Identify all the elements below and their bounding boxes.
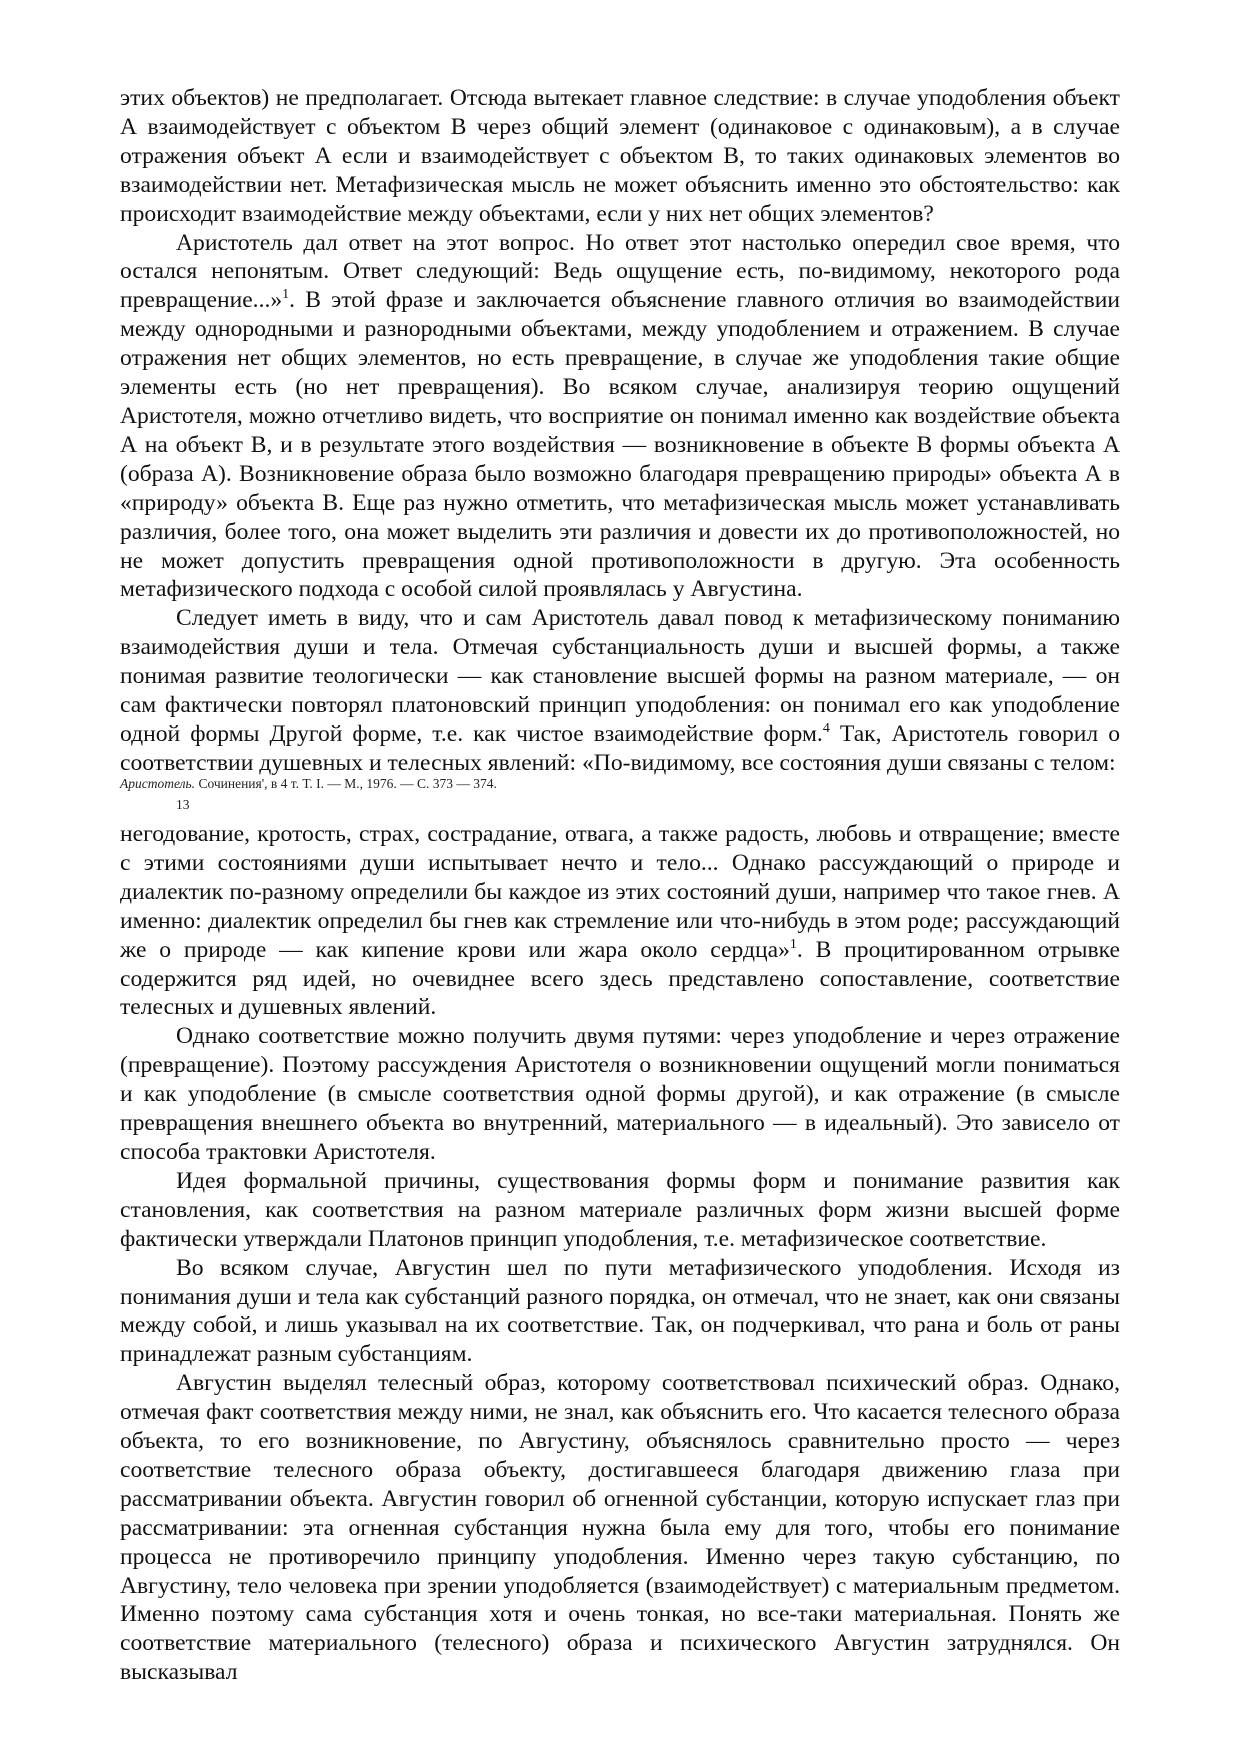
paragraph-text: негодование, кротость, страх, сострадание, отвага, а также радость, любовь и отвращение; вместе с этими состояниями души испытывает нечто и тело... Однако рассуждающий о природе и диалектик по-разному определили бы каждое из этих состояний души, например что такое гнев. А именно: диалектик определил бы гнев как стремление или что-нибудь в этом роде; рассуждающий же о природе — как кипение крови или жара около сердца»	[120, 821, 1120, 963]
paragraph-text: этих объектов) не предполагает. Отсюда вытекает главное следствие: в случае уподобления объект А взаимодействует с объектом В через общий элемент (одинаковое с одинаковым), а в случае отражения объект А если и взаимодействует с объектом В, то таких одинаковых элементов во взаимодействии нет. Метафизическая мысль не может объяснить именно это обстоятельство: как происходит взаимодействие между объектами, если у них нет общих элементов?	[120, 85, 1120, 227]
footnote-ref: 4	[822, 720, 830, 736]
paragraph-text: . В процитированном отрывке содержится ряд идей, но очевиднее всего здесь представлено сопоставление, соответствие телесных и душевных явлений.	[120, 936, 1121, 1021]
paragraph-text: Во всяком случае, Августин шел по пути метафизического уподобления. Исходя из понимания души и тела как субстанций разного порядка, он отмечал, что не знает, как они связаны между собой, и лишь указывал на их соответствие. Так, он подчеркивал, что рана и боль от раны принадлежат разным субстанциям.	[120, 1254, 1120, 1368]
paragraph	[120, 1167, 1120, 1254]
paragraph-text: Аристотель дал ответ на этот вопрос. Но ответ этот настолько опередил свое время, что остался непонятым. Ответ следующий: Ведь ощущение есть, по-видимому, некоторого рода превращение...»	[120, 229, 1120, 314]
paragraph	[120, 1369, 1120, 1687]
footnote-text: Сочинения', в 4 т. Т. I. — М., 1976. — С. 373 — 374.	[195, 776, 497, 791]
paragraph-text: Следует иметь в виду, что и сам Аристотель давал повод к метафизическому пониманию взаимодействия души и тела. Отмечая субстанциальность души и высшей формы, а также понимая развитие теологически — как становление высшей формы на разном материале, — он сам фактически повторял платоновский принцип уподобления: он понимал его как уподобление одной формы Другой форме, т.е. как чистое взаимодействие форм.	[120, 605, 1120, 747]
paragraph-text: Идея формальной причины, существования формы форм и понимание развития как становления, как соответствия на разном материале различных форм жизни высшей форме фактически утверждали Платонов принцип уподобления, т.е. метафизическое соответствие.	[120, 1167, 1120, 1252]
footnote-author: Аристотель.	[120, 776, 196, 791]
footnote-ref: 1	[789, 936, 797, 952]
text-block-lower	[120, 820, 1120, 1687]
paragraph-text: Так, Аристотель говорил о соответствии душевных и телесных явлений: «По-видимому, все состояния души связаны с телом:	[120, 720, 1120, 776]
paragraph	[120, 604, 1120, 777]
text-block-upper	[120, 84, 1120, 778]
paragraph	[120, 84, 1120, 229]
page-number: 13	[176, 797, 190, 812]
paragraph-text: Однако соответствие можно получить двумя путями: через уподобление и через отражение (превращение). Поэтому рассуждения Аристотеля о возникновении ощущений могли пониматься и как уподобление (в смысле соответствия одной формы другой), и как отражение (в смысле превращения внешнего объекта во внутренний, материального — в идеальный). Это зависело от способа трактовки Аристотеля.	[120, 1023, 1120, 1165]
paragraph	[120, 1254, 1120, 1370]
paragraph	[120, 820, 1120, 1022]
footnote-ref: 1	[282, 287, 290, 303]
paragraph-text: Августин выделял телесный образ, которому соответствовал психический образ. Однако, отмечая факт соответствия между ними, не знал, как объяснить его. Что касается телесного образа объекта, то его возникновение, по Августину, объяснялось сравнительно просто — через соответствие телесного образа объекту, достигавшееся благодаря движению глаза при рассматривании объекта. Августин говорил об огненной субстанции, которую испускает глаз при рассматривании: эта огненная субстанция нужна была ему для того, чтобы его понимание процесса не противоречило принципу уподобления. Именно через такую субстанцию, по Августину, тело человека при зрении уподобляется (взаимодействует) с материальным предметом. Именно поэтому сама субстанция хотя и очень тонкая, но все-таки материальная. Понять же соответствие материального (телесного) образа и психического Августин затруднялся. Он высказывал	[120, 1370, 1120, 1686]
paragraph	[120, 229, 1120, 605]
footnote	[120, 776, 1120, 792]
paragraph	[120, 1022, 1120, 1167]
paragraph-text: . В этой фразе и заключается объяснение главного отличия во взаимодействии между однородными и разнородными объектами, между уподоблением и отражением. В случае отражения нет общих элементов, но есть превращение, в случае же уподобления такие общие элементы есть (но нет превращения). Во всяком случае, анализируя теорию ощущений Аристотеля, можно отчетливо видеть, что восприятие он понимал именно как воздействие объекта А на объект В, и в результате этого воздействия — возникновение в объекте В формы объекта А (образа А). Возникновение образа было возможно благодаря превращению природы» объекта А в «природу» объекта В. Еще раз нужно отметить, что метафизическая мысль может устанавливать различия, более того, она может выделить эти различия и довести их до противоположностей, но не может допустить превращения одной противоположности в другую. Эта особенность метафизического подхода с особой силой проявлялась у Августина.	[120, 287, 1120, 603]
